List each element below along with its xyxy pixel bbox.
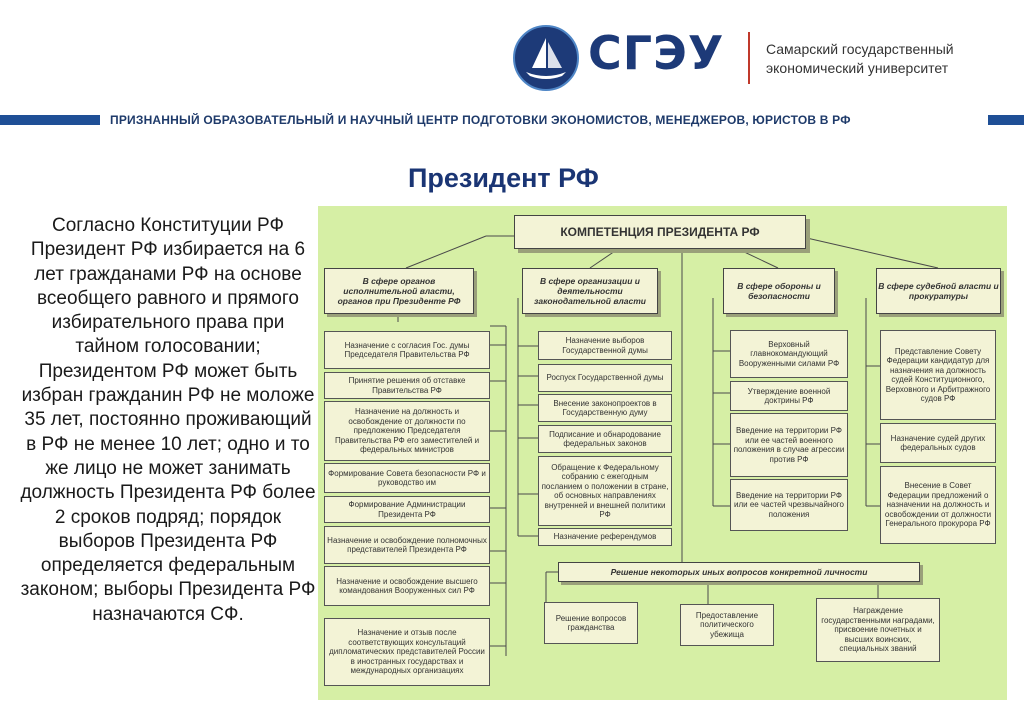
list-item: Назначение и освобождение полномочных представителей Президента РФ [324,526,490,564]
banner-text: ПРИЗНАННЫЙ ОБРАЗОВАТЕЛЬНЫЙ И НАУЧНЫЙ ЦЕНТР ПОДГОТОВКИ ЭКОНОМИСТОВ, МЕНЕДЖЕРОВ, ЮРИСТОВ В РФ [110,113,851,127]
list-item: Введение на территории РФ или ее частей военного положения в случае агрессии против РФ [730,413,848,477]
list-item: Роспуск Государственной думы [538,364,672,392]
list-item: Назначение и отзыв после соответствующих консультаций дипломатических представителей России в иностранных государствах и международных организациях [324,618,490,686]
column-heading-defense: В сфере обороны и безопасности [723,268,835,314]
banner-band-left [0,115,100,125]
list-item: Внесение законопроектов в Государственную думу [538,394,672,422]
university-name-line1: Самарский государственный [766,41,954,57]
list-item: Назначение с согласия Гос. думы Председателя Правительства РФ [324,331,490,369]
list-item: Награждение государственными наградами, присвоение почетных и высших воинских, специальных званий [816,598,940,662]
diagram-main-box: КОМПЕТЕНЦИЯ ПРЕЗИДЕНТА РФ [514,215,806,249]
list-item: Утверждение военной доктрины РФ [730,381,848,411]
body-text: Согласно Конституции РФ Президент РФ избирается на 6 лет гражданами РФ на основе всеобщего равного и прямого избирательного права при тайном голосовании; Президентом РФ может быть избран гражданин РФ не моложе 35 лет, постоянно проживающий в РФ не менее 10 лет; одно и то же лицо не может занимать должность Президента РФ более 2 сроков подряд; порядок выборов Президента РФ определяется федеральным законом; выборы Президента РФ назначаются СФ. [20,215,316,625]
list-item: Верховный главнокомандующий Вооруженными силами РФ [730,330,848,378]
list-item: Предоставление политического убежища [680,604,774,646]
logo-divider [748,32,750,84]
header [0,0,1024,105]
list-item: Принятие решения об отставке Правительства РФ [324,372,490,399]
list-item: Назначение судей других федеральных судов [880,423,996,463]
column-heading-executive: В сфере органов исполнительной власти, органов при Президенте РФ [324,268,474,314]
university-logo-icon [512,24,580,92]
list-item: Решение вопросов гражданства [544,602,638,644]
column-heading-judicial: В сфере судебной власти и прокуратуры [876,268,1001,314]
logo-text: СГЭУ [588,26,725,80]
competence-diagram [318,206,1007,700]
list-item: Обращение к Федеральному собранию с ежегодным посланием о положении в стране, об основных направлениях внутренней и внешней политики РФ [538,456,672,526]
column-heading-legislative: В сфере организации и деятельности законодательной власти [522,268,658,314]
list-item: Формирование Совета безопасности РФ и руководство им [324,463,490,493]
list-item: Введение на территории РФ или ее частей чрезвычайного положения [730,479,848,531]
list-item: Назначение на должность и освобождение от должности по предложению Председателя Правительства РФ его заместителей и федеральных министров [324,401,490,461]
list-item: Внесение в Совет Федерации предложений о назначении на должность и освобождении от должности Генерального прокурора РФ [880,466,996,544]
list-item: Назначение выборов Государственной думы [538,331,672,360]
list-item: Формирование Администрации Президента РФ [324,496,490,523]
slide-title: Президент РФ [408,163,599,193]
list-item: Представление Совету Федерации кандидатур для назначения на должность судей Конституционного, Верховного и Арбитражного судов РФ [880,330,996,420]
university-name-line2: экономический университет [766,60,949,76]
banner-band-right [988,115,1024,125]
list-item: Назначение и освобождение высшего командования Вооруженных сил РФ [324,566,490,606]
list-item: Подписание и обнародование федеральных законов [538,425,672,453]
list-item: Назначение референдумов [538,528,672,546]
other-issues-heading: Решение некоторых иных вопросов конкретной личности [558,562,920,582]
